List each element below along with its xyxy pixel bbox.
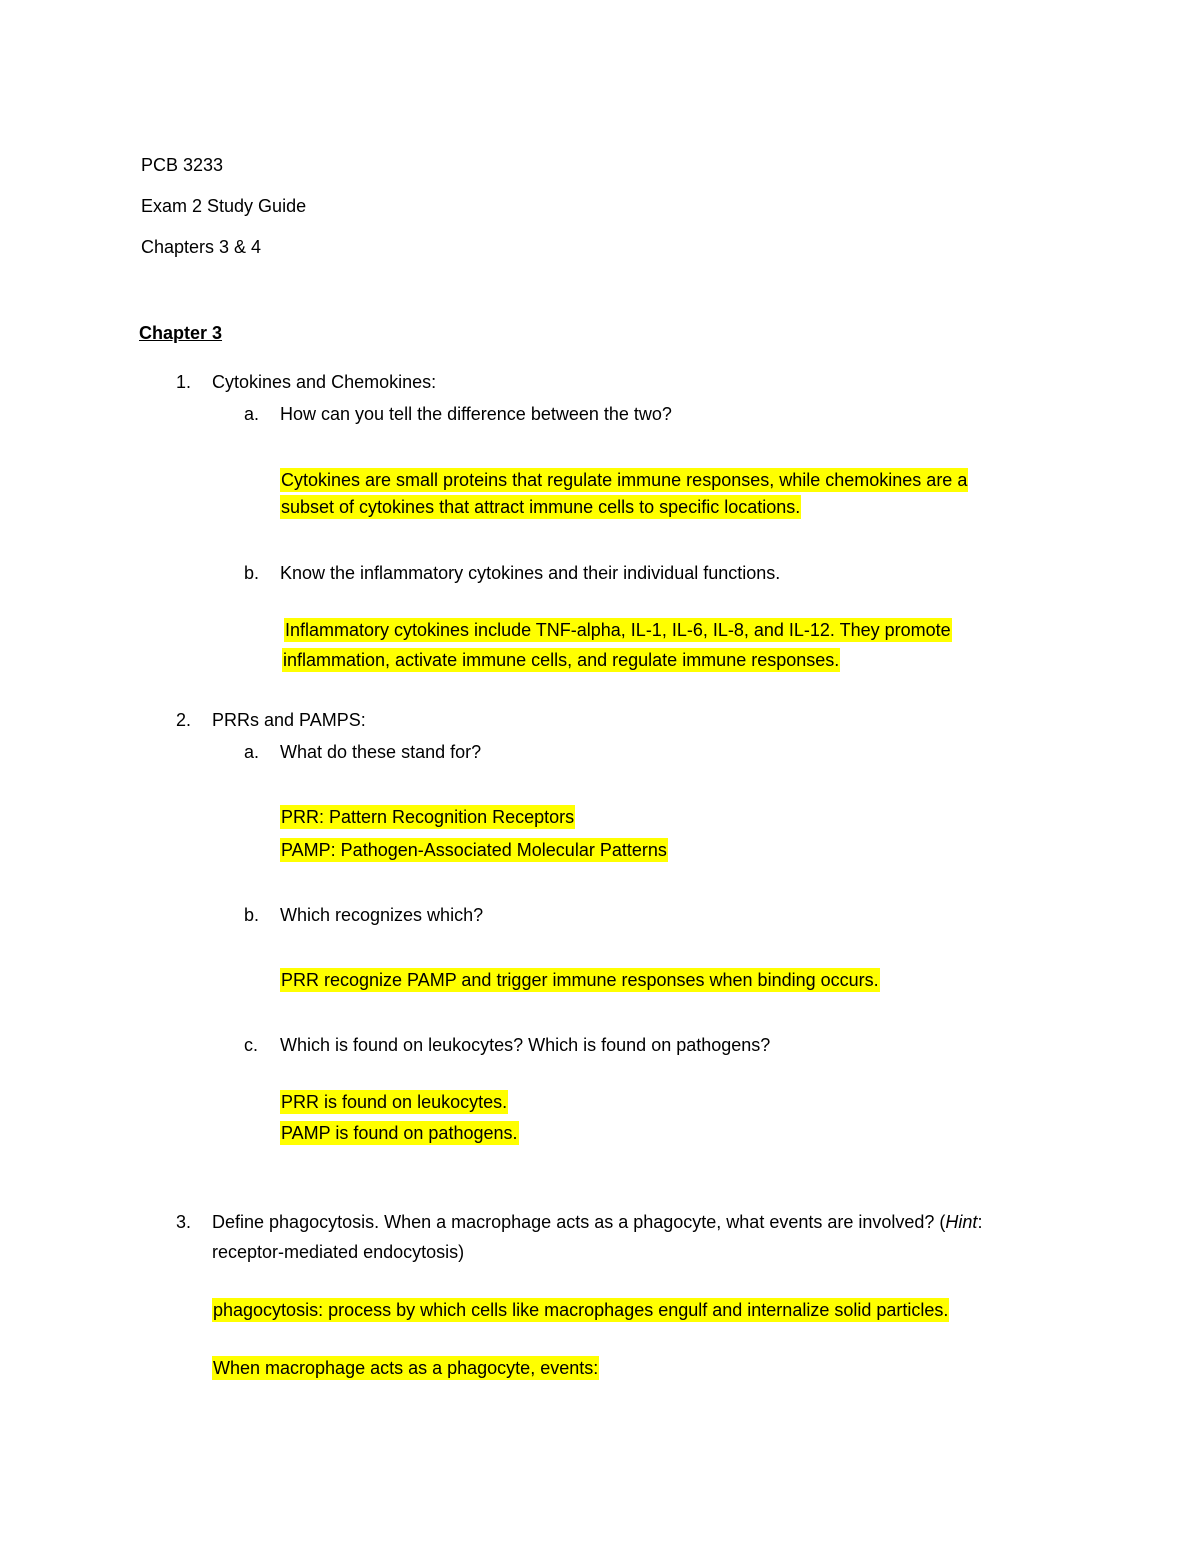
q2a-answer-line1: PRR: Pattern Recognition Receptors (281, 807, 575, 827)
q3-text-line1 (212, 1210, 982, 1234)
q2-text: PRRs and PAMPS: (212, 710, 366, 730)
q2c-marker: c. (244, 1035, 259, 1055)
q3-text-line2: receptor-mediated endocytosis) (212, 1242, 465, 1262)
q1-number: 1. (176, 372, 192, 392)
q1a-answer-line2: subset of cytokines that attract immune cells to specific locations. (281, 497, 801, 517)
q2a-answer-line2: PAMP: Pathogen-Associated Molecular Patterns (281, 840, 667, 860)
q2b-answer: PRR recognize PAMP and trigger immune responses when binding occurs. (281, 970, 879, 990)
q2-number: 2. (176, 710, 192, 730)
q3-hint-word: Hint (945, 1212, 978, 1232)
q3-text-after: : (977, 1212, 983, 1232)
q1b-question: Know the inflammatory cytokines and their individual functions. (280, 563, 781, 583)
q3-answer-line1-wrap (212, 1298, 949, 1322)
q2c-answer-line1-wrap (280, 1090, 508, 1114)
document-title: Exam 2 Study Guide (141, 196, 307, 216)
q1b-answer-line2-wrap (282, 648, 840, 672)
section-heading: Chapter 3 (139, 323, 223, 343)
q1b-answer-line1-wrap (284, 618, 952, 642)
q3-answer-line1: phagocytosis: process by which cells like macrophages engulf and internalize solid particles. (213, 1300, 949, 1320)
q1b-answer-line2: inflammation, activate immune cells, and regulate immune responses. (283, 650, 840, 670)
q1a-answer-line2-wrap (280, 495, 801, 519)
chapters-label: Chapters 3 & 4 (141, 237, 262, 257)
q3-answer-line2-wrap (212, 1356, 599, 1380)
q2b-marker: b. (244, 905, 260, 925)
q1b-marker: b. (244, 563, 260, 583)
q2c-answer-line2: PAMP is found on pathogens. (281, 1123, 518, 1143)
q1a-answer-line1: Cytokines are small proteins that regulate immune responses, while chemokines are a (281, 470, 968, 490)
q3-number: 3. (176, 1212, 192, 1232)
q2b-answer-wrap (280, 968, 880, 992)
q3-answer-line2: When macrophage acts as a phagocyte, events: (213, 1358, 599, 1378)
q1-text: Cytokines and Chemokines: (212, 372, 437, 392)
q1a-marker: a. (244, 404, 260, 424)
q2b-question: Which recognizes which? (280, 905, 484, 925)
q3-text-before: Define phagocytosis. When a macrophage acts as a phagocyte, what events are involved? ( (212, 1212, 946, 1232)
q2c-question: Which is found on leukocytes? Which is found on pathogens? (280, 1035, 771, 1055)
q2a-answer-line1-wrap (280, 805, 575, 829)
q1a-answer-line1-wrap (280, 468, 968, 492)
q2a-question: What do these stand for? (280, 742, 482, 762)
course-code: PCB 3233 (141, 155, 224, 175)
q2a-answer-line2-wrap (280, 838, 668, 862)
q2a-marker: a. (244, 742, 260, 762)
q2c-answer-line1: PRR is found on leukocytes. (281, 1092, 508, 1112)
q2c-answer-line2-wrap (280, 1121, 519, 1145)
q1b-answer-line1: Inflammatory cytokines include TNF-alpha, IL-1, IL-6, IL-8, and IL-12. They promote (285, 620, 951, 640)
q1a-question: How can you tell the difference between the two? (280, 404, 672, 424)
